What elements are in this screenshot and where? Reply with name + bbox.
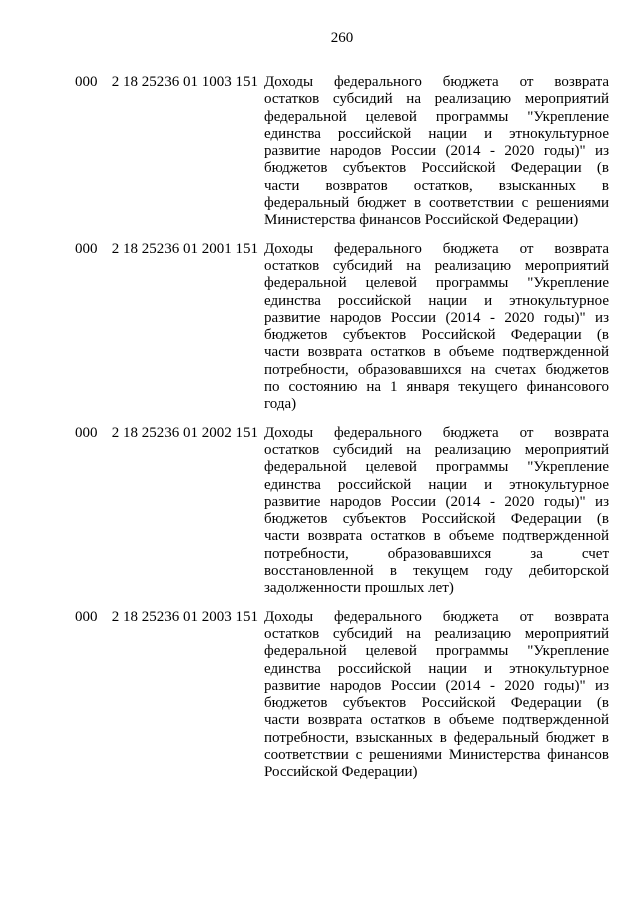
description-line: федеральной целевой программы "Укрепление xyxy=(264,459,609,476)
description-line: года) xyxy=(264,396,297,413)
description-line: единства российской нации и этнокультурное xyxy=(264,476,609,493)
description-line: бюджетов субъектов Российской Федерации (в xyxy=(264,695,609,712)
description-line: федеральной целевой программы "Укрепление xyxy=(264,643,609,660)
description-line: потребности, образовавшихся на счетах бюджетов xyxy=(264,361,609,378)
description-line: восстановленной в текущем году дебиторской xyxy=(264,563,609,580)
budget-code-entry xyxy=(75,609,609,782)
budget-code-classification: 2 18 25236 01 2001 151 xyxy=(111,240,258,257)
description-line: федеральной целевой программы "Укрепление xyxy=(264,108,609,125)
description-line: остатков субсидий на реализацию мероприятий xyxy=(264,441,609,458)
budget-code-classification: 2 18 25236 01 1003 151 xyxy=(111,74,258,90)
description-line: остатков субсидий на реализацию мероприятий xyxy=(264,257,609,274)
description-line: развитие народов России (2014 - 2020 годы)" из xyxy=(264,493,609,510)
budget-code-admin: 000 xyxy=(75,74,98,90)
budget-code-entry xyxy=(75,74,609,230)
description-line: Доходы федерального бюджета от возврата xyxy=(264,608,609,625)
description-line: остатков субсидий на реализацию мероприятий xyxy=(264,625,609,642)
description-line: единства российской нации и этнокультурное xyxy=(264,125,609,142)
budget-code-admin: 000 xyxy=(75,424,98,441)
description-line: задолженности прошлых лет) xyxy=(264,580,454,597)
description-line: части возврата остатков в объеме подтвержденной xyxy=(264,344,609,361)
description-line: по состоянию на 1 января текущего финансового xyxy=(264,379,609,396)
description-line: федеральный бюджет в соответствии с решениями xyxy=(264,195,609,212)
description-line: части возврата остатков в объеме подтвержденной xyxy=(264,528,609,545)
budget-description xyxy=(264,425,609,598)
description-line: Российской Федерации) xyxy=(264,764,418,781)
description-line: Доходы федерального бюджета от возврата xyxy=(264,240,609,257)
description-line: бюджетов субъектов Российской Федерации (в xyxy=(264,511,609,528)
budget-code-classification: 2 18 25236 01 2002 151 xyxy=(111,424,258,441)
description-line: остатков субсидий на реализацию мероприятий xyxy=(264,91,609,108)
budget-description xyxy=(264,74,609,230)
budget-description xyxy=(264,609,609,782)
description-line: развитие народов России (2014 - 2020 годы)" из xyxy=(264,677,609,694)
description-line: развитие народов России (2014 - 2020 годы)" из xyxy=(264,309,609,326)
budget-code xyxy=(75,241,258,258)
budget-code-entry xyxy=(75,241,609,414)
budget-code xyxy=(75,609,258,626)
description-line: Министерства финансов Российской Федерации) xyxy=(264,212,579,229)
budget-code-admin: 000 xyxy=(75,608,98,625)
description-line: потребности, образовавшихся за счет xyxy=(264,545,609,562)
description-line: бюджетов субъектов Российской Федерации (в xyxy=(264,160,609,177)
description-line: соответствии с решениями Министерства финансов xyxy=(264,746,609,763)
description-line: единства российской нации и этнокультурное xyxy=(264,660,609,677)
budget-code-entry xyxy=(75,425,609,598)
description-line: Доходы федерального бюджета от возврата xyxy=(264,424,609,441)
description-line: части возвратов остатков, взысканных в xyxy=(264,177,609,194)
budget-code xyxy=(75,425,258,442)
entries-list xyxy=(75,74,609,793)
description-line: федеральной целевой программы "Укрепление xyxy=(264,275,609,292)
description-line: развитие народов России (2014 - 2020 годы)" из xyxy=(264,143,609,160)
description-line: единства российской нации и этнокультурное xyxy=(264,292,609,309)
budget-code-admin: 000 xyxy=(75,240,98,257)
page-number: 260 xyxy=(330,30,354,46)
description-line: бюджетов субъектов Российской Федерации (в xyxy=(264,327,609,344)
budget-description xyxy=(264,241,609,414)
budget-code-classification: 2 18 25236 01 2003 151 xyxy=(111,608,258,625)
description-line: потребности, взысканных в федеральный бюджет в xyxy=(264,729,609,746)
budget-code xyxy=(75,74,258,91)
description-line: части возврата остатков в объеме подтвержденной xyxy=(264,712,609,729)
description-line: Доходы федерального бюджета от возврата xyxy=(264,74,609,90)
